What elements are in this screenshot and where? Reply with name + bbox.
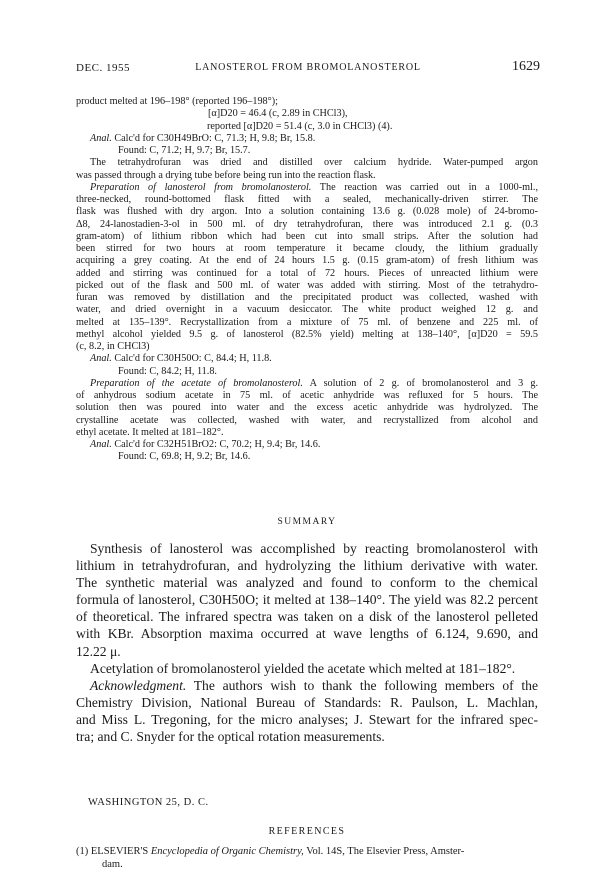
summary-line: The synthetic material was analyzed and found to conform to the chemical	[76, 575, 538, 591]
summary-line: lithium in tetrahydrofuran, and hydrolyzing the lithium derivative with water.	[76, 558, 538, 574]
reference-details: Vol. 14S, The Elsevier Press, Amster-	[306, 846, 465, 857]
acknowledgment-first-line: Acknowledgment. The authors wish to thank the following members of the	[90, 677, 538, 693]
acknowledgment-last-line: tra; and C. Snyder for the optical rotation measurements.	[76, 729, 385, 745]
prep-lanosterol-line: acquiring a grey coating. At the end of 24 hours 1.5 g. (0.15 gram-atom) of fresh lithium was	[76, 255, 538, 267]
reference-number: (1)	[76, 846, 89, 857]
prep-acetate-line: crystalline acetate was collected, washed with water, and recrystallized from alcohol and	[76, 414, 538, 426]
acetylation-line: Acetylation of bromolanosterol yielded the acetate which melted at 181–182°.	[90, 660, 516, 676]
prep-lanosterol-first-line: Preparation of lanosterol from bromolanosterol. The reaction was carried out in a 1000-ml.,	[90, 181, 538, 193]
prep-acetate-line: of anhydrous sodium acetate in 75 ml. of acetic anhydride was refluxed for 5 hours. The	[76, 390, 538, 401]
reported-rotation-line: reported [α]D20 = 51.4 (c, 3.0 in CHCl3) (4).	[207, 120, 393, 132]
found-line: Found: C, 84.2; H, 11.8.	[118, 365, 217, 377]
prep-lanosterol-line: picked out of the flask and 500 ml. of water was added with stirring. Most of the tetrahydro-	[76, 279, 538, 291]
header-page-number: 1629	[512, 59, 540, 74]
summary-body	[76, 540, 538, 745]
reference-title: Encyclopedia of Organic Chemistry,	[150, 846, 304, 857]
experimental-section	[76, 96, 538, 464]
prep-acetate-last-line: ethyl acetate. It melted at 181–182°.	[76, 426, 224, 438]
prep-lanosterol-line: furan was removed by distillation and the precipitated product was collected, washed with	[76, 292, 538, 303]
summary-line: 12.22 μ.	[76, 643, 121, 659]
summary-line: Synthesis of lanosterol was accomplished by reacting bromolanosterol with	[90, 541, 538, 556]
summary-heading: SUMMARY	[277, 517, 337, 527]
thf-line: was passed through a drying tube before being run into the reaction flask.	[76, 169, 376, 181]
running-header	[76, 59, 540, 78]
reference-continuation: dam.	[102, 859, 123, 870]
analysis-line: Anal. Calc'd for C30H49BrO: C, 71.3; H, 9.8; Br, 15.8.	[90, 132, 316, 144]
prep-lanosterol-line: melted at 135–139°. Recrystallization from a mixture of 75 ml. of benzene and 225 ml. of	[76, 316, 538, 328]
prep-acetate-line: solution then was poured into water and the excess acetic anhydride was hydrolyzed. The	[76, 402, 538, 414]
reference-author: ELSEVIER'S	[90, 846, 149, 857]
references-heading: REFERENCES	[268, 826, 346, 837]
prep-lanosterol-line: Δ8, 24-lanostadien-3-ol in 500 ml. of dry tetrahydrofuran, there was introduced 2.1 g. (0.3	[76, 218, 538, 230]
prep-lanosterol-line: added and stirring was continued for a total of 72 hours. Pieces of unreacted lithium were	[76, 267, 538, 279]
prep-lanosterol-line: been stirred for two hours at room temperature it became cloudy, the lithium gradually	[76, 243, 538, 254]
summary-line: of theoretical. The infrared spectra was taken on a disk of the lanosterol pelleted	[76, 609, 538, 625]
header-date: DEC. 1955	[76, 62, 130, 74]
prep-lanosterol-line: methyl alcohol yielded 9.5 g. of lanosterol (82.5% yield) melting at 138–140°, [α]D20 = 59.5	[76, 328, 538, 340]
prep-lanosterol-line: flask was flushed with dry argon. Into a solution containing 13.6 g. (0.028 mole) of 24-bromo-	[76, 206, 538, 218]
acknowledgment-line: Chemistry Division, National Bureau of Standards: R. Paulson, L. Machlan,	[76, 694, 538, 710]
prep-lanosterol-line: water, and dried overnight in a vacuum desiccator. The white product weighed 12 g. and	[76, 304, 538, 316]
thf-line: The tetrahydrofuran was dried and distilled over calcium hydride. Water-pumped argon	[90, 157, 538, 169]
analysis-line: Anal. Calc'd for C32H51BrO2: C, 70.2; H, 9.4; Br, 14.6.	[90, 439, 321, 450]
optical-rotation-line: [α]D20 = 46.4 (c, 2.89 in CHCl3),	[208, 108, 348, 120]
reference-item	[76, 845, 538, 871]
found-line: Found: C, 71.2; H, 9.7; Br, 15.7.	[118, 145, 251, 156]
found-line: Found: C, 69.8; H, 9.2; Br, 14.6.	[118, 451, 251, 463]
acknowledgment-line: and Miss L. Tregoning, for the micro analyses; J. Stewart for the infrared spec-	[76, 711, 538, 727]
author-location: WASHINGTON 25, D. C.	[88, 797, 209, 808]
header-running-title: LANOSTEROL FROM BROMOLANOSTEROL	[195, 62, 421, 73]
prep-lanosterol-line: gram-atom) of lithium ribbon which had been cut into small strips. After the solution had	[76, 230, 538, 242]
summary-line: with KBr. Absorption maxima occurred at wave lengths of 6.124, 9.690, and	[76, 626, 538, 642]
prep-acetate-first-line: Preparation of the acetate of bromolanosterol. A solution of 2 g. of bromolanosterol and 3 g.	[90, 377, 539, 389]
summary-line: formula of lanosterol, C30H50O; it melted at 138–140°. The yield was 82.2 percent	[76, 592, 538, 608]
analysis-line: Anal. Calc'd for C30H50O: C, 84.4; H, 11.8.	[90, 353, 272, 365]
prep-lanosterol-last-line: (c, 8.2, in CHCl3)	[76, 341, 150, 352]
melting-point-line: product melted at 196–198° (reported 196–198°);	[76, 96, 278, 107]
prep-lanosterol-line: three-necked, round-bottomed flask fitted with a sealed, mechanically-driven stirrer. The	[76, 194, 538, 205]
